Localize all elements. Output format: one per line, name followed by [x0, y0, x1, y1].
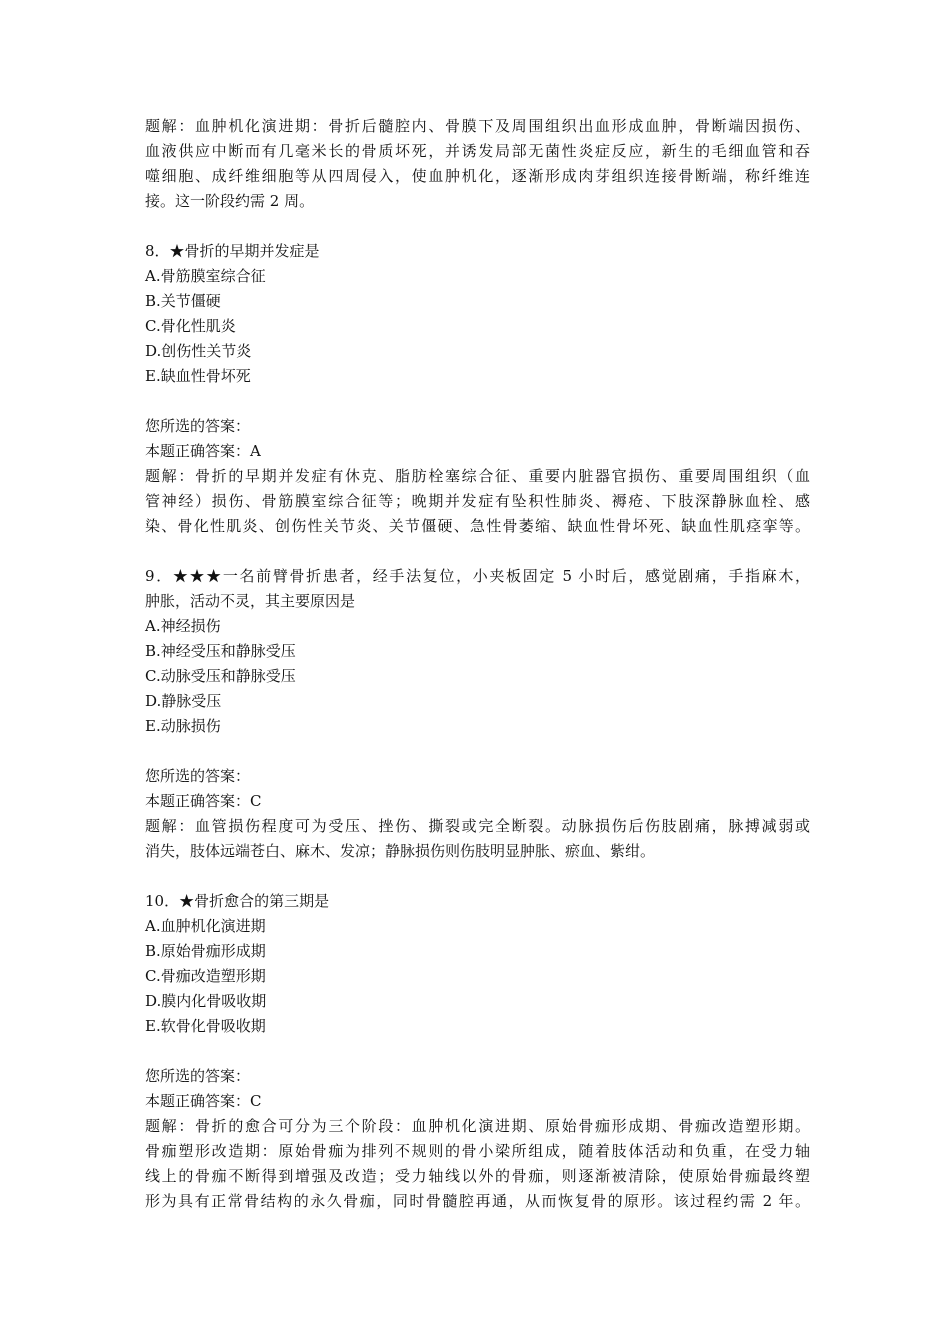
intro-explanation [145, 114, 810, 214]
explanation-line: 线上的骨痂不断得到增强及改造；受力轴线以外的骨痂，则逐渐被清除，使原始骨痂最终塑 [145, 1167, 810, 1185]
question-10 [145, 889, 810, 1214]
option-d: D.静脉受压 [145, 692, 222, 710]
explanation-line: 管神经）损伤、骨筋膜室综合征等；晚期并发症有坠积性肺炎、褥疮、下肢深静脉血栓、感 [145, 492, 810, 510]
spacer [145, 389, 810, 414]
spacer [145, 214, 810, 239]
option-b: B.关节僵硬 [145, 292, 221, 310]
document-page [145, 114, 810, 1214]
explanation-line: 消失，肢体远端苍白、麻木、发凉；静脉损伤则伤肢明显肿胀、瘀血、紫绀。 [145, 842, 656, 860]
explanation-line: 骨痂塑形改造期：原始骨痂为排列不规则的骨小梁所组成，随着肢体活动和负重，在受力轴 [145, 1142, 810, 1160]
your-answer: 您所选的答案： [145, 1067, 251, 1085]
option-e: E.缺血性骨坏死 [145, 367, 251, 385]
option-c: C.骨化性肌炎 [145, 317, 236, 335]
explanation-line: 血液供应中断而有几毫米长的骨质坏死，并诱发局部无菌性炎症反应，新生的毛细血管和吞 [145, 142, 810, 160]
question-stem: 肿胀，活动不灵，其主要原因是 [145, 592, 356, 610]
explanation-line: 题解：血管损伤程度可为受压、挫伤、撕裂或完全断裂。动脉损伤后伤肢剧痛，脉搏减弱或 [145, 817, 810, 835]
correct-answer: 本题正确答案：A [145, 442, 261, 460]
your-answer: 您所选的答案： [145, 767, 251, 785]
explanation-line: 题解：血肿机化演进期：骨折后髓腔内、骨膜下及周围组织出血形成血肿，骨断端因损伤、 [145, 117, 810, 135]
spacer [145, 1039, 810, 1064]
correct-answer: 本题正确答案：C [145, 792, 262, 810]
option-a: A.血肿机化演进期 [145, 917, 266, 935]
question-stem: 9．★★★一名前臂骨折患者，经手法复位，小夹板固定 5 小时后，感觉剧痛，手指麻木， [145, 567, 810, 585]
explanation-line: 题解：骨折的愈合可分为三个阶段：血肿机化演进期、原始骨痂形成期、骨痂改造塑形期。 [145, 1117, 810, 1135]
question-9 [145, 564, 810, 864]
option-b: B.神经受压和静脉受压 [145, 642, 296, 660]
option-d: D.膜内化骨吸收期 [145, 992, 267, 1010]
option-a: A.骨筋膜室综合征 [145, 267, 266, 285]
option-e: E.动脉损伤 [145, 717, 221, 735]
question-8 [145, 239, 810, 539]
option-c: C.动脉受压和静脉受压 [145, 667, 296, 685]
correct-answer: 本题正确答案：C [145, 1092, 262, 1110]
option-c: C.骨痂改造塑形期 [145, 967, 266, 985]
option-d: D.创伤性关节炎 [145, 342, 252, 360]
question-stem: 8．★骨折的早期并发症是 [145, 242, 320, 260]
option-a: A.神经损伤 [145, 617, 221, 635]
spacer [145, 739, 810, 764]
explanation-line: 接。这一阶段约需 2 周。 [145, 192, 315, 210]
spacer [145, 539, 810, 564]
spacer [145, 864, 810, 889]
option-e: E.软骨化骨吸收期 [145, 1017, 266, 1035]
explanation-line: 形为具有正常骨结构的永久骨痂，同时骨髓腔再通，从而恢复骨的原形。该过程约需 2 年。 [145, 1192, 810, 1210]
explanation-line: 题解：骨折的早期并发症有休克、脂肪栓塞综合征、重要内脏器官损伤、重要周围组织（血 [145, 467, 810, 485]
your-answer: 您所选的答案： [145, 417, 251, 435]
explanation-line: 噬细胞、成纤维细胞等从四周侵入，使血肿机化，逐渐形成肉芽组织连接骨断端，称纤维连 [145, 167, 810, 185]
question-stem: 10．★骨折愈合的第三期是 [145, 892, 330, 910]
option-b: B.原始骨痂形成期 [145, 942, 266, 960]
explanation-line: 染、骨化性肌炎、创伤性关节炎、关节僵硬、急性骨萎缩、缺血性骨坏死、缺血性肌痉挛等。 [145, 517, 810, 535]
